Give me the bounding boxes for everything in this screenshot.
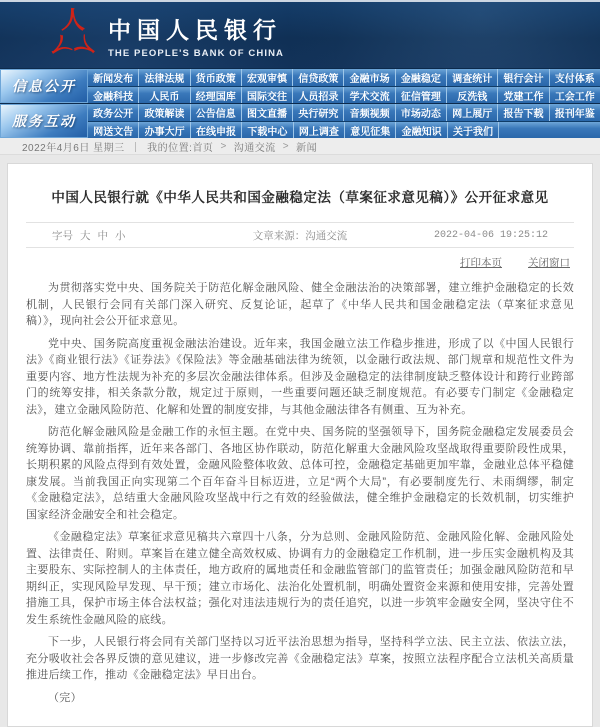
nav-item[interactable]: 工会工作 <box>549 87 600 103</box>
nav-item[interactable]: 金融稳定 <box>395 69 446 86</box>
nav-item[interactable]: 下载中心 <box>241 122 292 138</box>
nav-item[interactable]: 网上展厅 <box>446 104 497 121</box>
nav-item[interactable]: 经理国库 <box>190 87 241 103</box>
breadcrumb-separator: ｜ <box>130 142 142 154</box>
nav-item[interactable]: 央行研究 <box>292 104 343 121</box>
nav-item[interactable]: 政务公开 <box>88 104 138 121</box>
nav-item[interactable]: 办事大厅 <box>138 122 189 138</box>
close-window-link[interactable]: 关闭窗口 <box>528 257 570 269</box>
nav-item[interactable]: 金融知识 <box>395 122 446 138</box>
main-nav <box>0 68 600 138</box>
article-actions <box>26 248 574 280</box>
article-end-mark: （完） <box>48 691 82 704</box>
nav-item[interactable]: 关于我们 <box>447 122 498 138</box>
breadcrumb-section[interactable]: 沟通交流 <box>233 142 276 154</box>
font-size-controls <box>52 228 198 243</box>
article-source <box>198 228 402 243</box>
nav-label-info-disclosure[interactable]: 信息公开 <box>0 69 88 103</box>
nav-item[interactable]: 调查统计 <box>446 69 497 86</box>
nav-item[interactable]: 图文直播 <box>241 104 292 121</box>
nav-label-services[interactable]: 服务互动 <box>0 104 88 138</box>
breadcrumb-arrow-icon: > <box>282 140 290 152</box>
nav-item[interactable]: 金融市场 <box>343 69 394 86</box>
nav-item[interactable]: 学术交流 <box>343 87 394 103</box>
breadcrumb-current[interactable]: 新闻 <box>296 142 318 154</box>
nav-item[interactable]: 新闻发布 <box>88 69 138 86</box>
pboc-logo <box>108 12 284 59</box>
breadcrumb-home[interactable]: 首页 <box>192 142 214 154</box>
nav-item[interactable]: 宏观审慎 <box>241 69 292 86</box>
nav-item[interactable]: 网送文告 <box>88 122 138 138</box>
nav-item[interactable]: 党建工作 <box>497 87 548 103</box>
page-title: 中国人民银行就《中华人民共和国金融稳定法（草案征求意见稿）》公开征求意见 <box>51 190 549 205</box>
bank-name-en: THE PEOPLE'S BANK OF CHINA <box>108 47 285 59</box>
paragraph: 党中央、国务院高度重视金融法治建设。近年来，我国金融立法工作稳步推进，形成了以《中国人民银行法》《商业银行法》《证券法》《保险法》等金融基础法律为统领，以金融行政法规、部门规章和规范性文件为重要内容、地方性法规为补充的多层次金融法律体系。但涉及金融稳定的法律制度缺乏整体设计和跨行业跨部门的统筹安排，相关条款分散，规定过于原则，一些重要问题还缺乏制度规范。有必要专门制定《金融稳定法》，建立金融风险防范、化解和处置的制度安排，与其他金融法律各有侧重、互为补充。 <box>26 337 574 416</box>
article-card <box>7 163 593 727</box>
nav-row <box>88 69 600 86</box>
nav-item[interactable]: 音频视频 <box>343 104 394 121</box>
emblem-glyph-top: 人 <box>61 5 85 34</box>
nav-item[interactable]: 意见征集 <box>344 122 395 138</box>
nav-item[interactable]: 人员招录 <box>292 87 343 103</box>
font-size-large[interactable]: 大 <box>80 229 91 242</box>
paragraph: 《金融稳定法》草案征求意见稿共六章四十八条，分为总则、金融风险防范、金融风险化解、金融风险处置、法律责任、附则。草案旨在建立健全高效权威、协调有力的金融稳定工作机制，进一步压实金融机构及其主要股东、实际控制人的主体责任，地方政府的属地责任和金融监管部门的监管责任；加强金融风险防范和早期纠正，实现风险早发现、早干预；建立市场化、法治化处置机制，明确处置资金来源和使用安排，完善处置措施工具，保护市场主体合法权益；强化对违法违规行为的责任追究，以进一步筑牢金融安全网，坚决守住不发生系统性金融风险的底线。 <box>26 531 574 626</box>
nav-row <box>88 121 600 138</box>
print-page-link[interactable]: 打印本页 <box>460 257 502 269</box>
nav-item[interactable]: 在线申报 <box>190 122 241 138</box>
current-date: 2022年4月6日 星期三 <box>22 142 125 154</box>
font-size-label: 字号 <box>52 229 73 242</box>
nav-section-info-disclosure <box>0 68 600 103</box>
nav-item[interactable]: 信贷政策 <box>292 69 343 86</box>
pboc-emblem-icon <box>44 5 102 63</box>
article-body <box>26 280 574 706</box>
nav-item[interactable]: 金融科技 <box>88 87 138 103</box>
nav-rows <box>88 69 600 103</box>
nav-item[interactable]: 征信管理 <box>395 87 446 103</box>
nav-item[interactable]: 政策解读 <box>138 104 189 121</box>
nav-row <box>88 104 600 121</box>
nav-rows <box>88 104 600 138</box>
source-label: 文章来源： <box>252 229 306 242</box>
article-meta-bar <box>26 222 574 248</box>
nav-item[interactable]: 报告下载 <box>497 104 548 121</box>
content-area <box>0 155 600 727</box>
emblem-glyph-right: 人 <box>70 31 102 63</box>
site-header <box>0 2 600 68</box>
nav-item[interactable]: 网上调查 <box>293 122 344 138</box>
font-size-medium[interactable]: 中 <box>97 229 108 242</box>
nav-item[interactable]: 银行会计 <box>497 69 548 86</box>
paragraph: 为贯彻落实党中央、国务院关于防范化解金融风险、健全金融法治的决策部署，建立维护金融稳定的长效机制，人民银行会同有关部门深入研究、反复论证，起草了《中华人民共和国金融稳定法（草案征求意见稿）》，现向社会公开征求意见。 <box>26 282 574 327</box>
nav-item[interactable]: 货币政策 <box>190 69 241 86</box>
nav-item[interactable]: 法律法规 <box>138 69 189 86</box>
font-size-small[interactable]: 小 <box>115 229 126 242</box>
nav-row <box>88 86 600 103</box>
location-label: 我的位置: <box>147 142 193 154</box>
source-value: 沟通交流 <box>305 229 348 242</box>
nav-item[interactable]: 反洗钱 <box>446 87 497 103</box>
nav-item[interactable]: 市场动态 <box>395 104 446 121</box>
article-datetime: 2022-04-06 19:25:12 <box>433 229 548 241</box>
nav-item[interactable]: 支付体系 <box>549 69 600 86</box>
nav-item[interactable]: 公告信息 <box>190 104 241 121</box>
nav-filler <box>498 122 600 138</box>
bank-name-cn: 中国人民银行 <box>108 16 282 44</box>
paragraph: 防范化解金融风险是金融工作的永恒主题。在党中央、国务院的坚强领导下，国务院金融稳定发展委员会统筹协调、靠前指挥，近年来各部门、各地区协作联动，防范化解重大金融风险攻坚战取得重要阶段性成果，长期积累的风险点得到有效处置，金融风险整体收敛、总体可控，金融稳定基础更加牢靠，金融业总体平稳健康发展。当前我国正向实现第二个百年奋斗目标迈进，立足“两个大局”，有必要制度先行、未雨绸缪，制定《金融稳定法》，总结重大金融风险攻坚战中行之有效的经验做法，健全维护金融稳定的长效机制，切实维护国家经济金融安全和社会稳定。 <box>26 426 574 521</box>
nav-item[interactable]: 国际交往 <box>241 87 292 103</box>
nav-section-services <box>0 103 600 138</box>
breadcrumb <box>0 138 600 155</box>
emblem-glyph-left: 人 <box>44 31 76 63</box>
nav-item[interactable]: 报刊年鉴 <box>549 104 600 121</box>
breadcrumb-arrow-icon: > <box>220 140 227 152</box>
paragraph: 下一步，人民银行将会同有关部门坚持以习近平法治思想为指导，坚持科学立法、民主立法、依法立法，充分吸收社会各界反馈的意见建议，进一步修改完善《金融稳定法》草案，按照立法程序配合立法机关高质量推进后续工作，推动《金融稳定法》早日出台。 <box>26 636 574 681</box>
nav-item[interactable]: 人民币 <box>138 87 189 103</box>
